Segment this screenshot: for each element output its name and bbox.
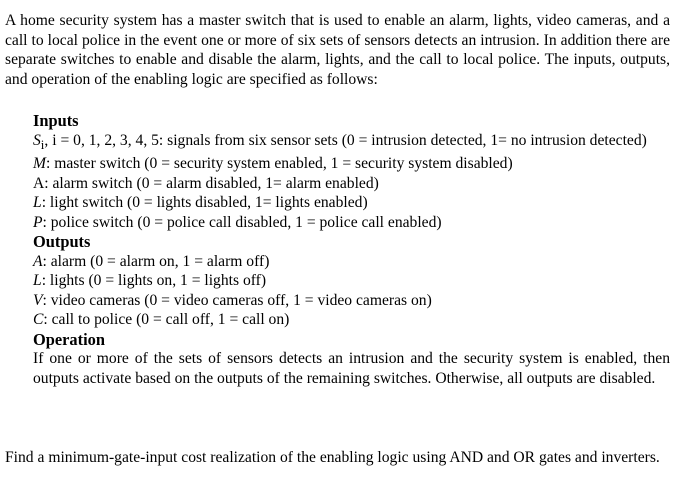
input-desc-master: : master switch (0 = security system enabled, 1 = security system disabled) (46, 155, 513, 173)
output-item-lights (33, 271, 670, 291)
input-var-p: P (33, 213, 43, 231)
outputs-heading: Outputs (33, 232, 91, 252)
specification-block (33, 111, 670, 388)
input-desc-alarm: : alarm switch (0 = alarm disabled, 1= alarm enabled) (44, 174, 379, 192)
output-desc-video: : video cameras (0 = video cameras off, 1 = video cameras on) (42, 291, 432, 309)
input-var-m: M (33, 155, 46, 173)
input-var-a: A (33, 174, 45, 192)
question-paragraph: Find a minimum-gate-input cost realization of the enabling logic using AND and OR gates and inverters. (5, 449, 660, 466)
output-var-c: C (33, 311, 44, 329)
input-item-police (33, 213, 670, 233)
input-item-light (33, 193, 670, 213)
output-desc-lights: : lights (0 = lights on, 1 = lights off) (41, 272, 267, 290)
inputs-heading: Inputs (33, 111, 79, 130)
input-item-master (33, 154, 670, 174)
output-desc-alarm: : alarm (0 = alarm on, 1 = alarm off) (42, 252, 270, 270)
output-var-v: V (33, 291, 43, 309)
operation-heading: Operation (33, 329, 105, 349)
output-item-alarm (33, 252, 670, 272)
input-var-s: S (33, 131, 41, 149)
input-var-l: L (33, 194, 42, 212)
input-desc-light: : light switch (0 = lights disabled, 1= lights enabled) (41, 194, 368, 212)
input-item-sensors (33, 131, 670, 155)
input-desc-sensors: , i = 0, 1, 2, 3, 4, 5: signals from six sensor sets (0 = intrusion detected, 1= no intrusion detected) (44, 131, 647, 149)
input-desc-police: : police switch (0 = police call disabled, 1 = police call enabled) (42, 213, 442, 231)
output-desc-call: : call to police (0 = call off, 1 = call on) (43, 311, 290, 329)
output-var-a: A (33, 252, 43, 270)
output-var-l: L (33, 272, 42, 290)
input-var-s-subscript: i (40, 136, 45, 152)
output-item-video (33, 291, 670, 311)
output-item-call (33, 310, 670, 330)
input-item-alarm (33, 174, 670, 194)
operation-paragraph: If one or more of the sets of sensors detects an intrusion and the security system is enabled, then outputs activate based on the outputs of the remaining switches. Otherwise, all outputs are disabled. (33, 350, 670, 387)
intro-paragraph: A home security system has a master switch that is used to enable an alarm, lights, video cameras, and a call to local police in the event one or more of six sets of sensors detects an intrusion. In addition there are separate switches to enable and disable the alarm, lights, and the call to local police. The inputs, outputs, and operation of the enabling logic are specified as follows: (5, 12, 670, 88)
